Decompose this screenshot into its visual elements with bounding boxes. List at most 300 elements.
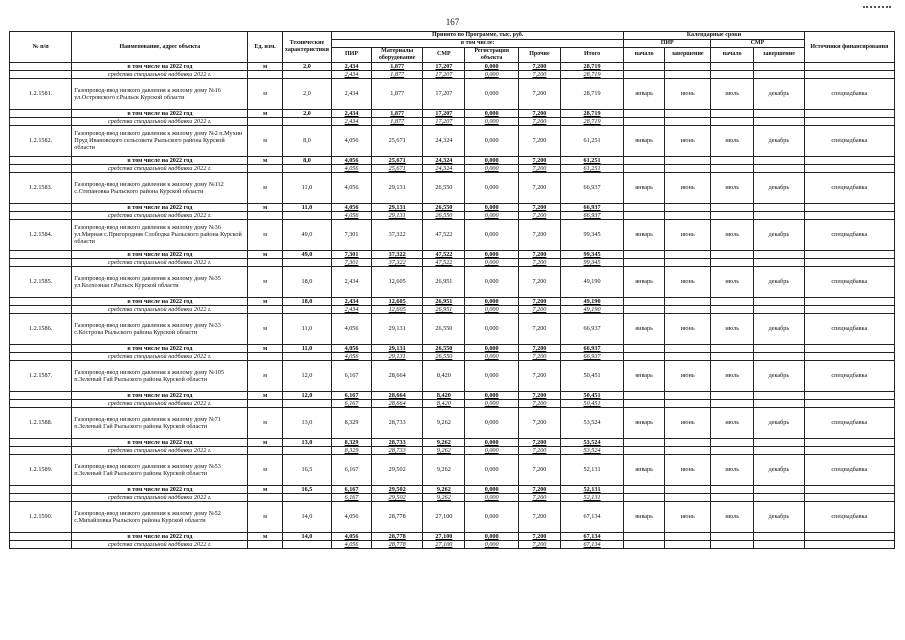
funding-source (804, 540, 894, 548)
materials-value: 28,733 (371, 407, 423, 438)
smr-value: 9,262 (423, 454, 465, 485)
other-value: 7,200 (519, 313, 561, 344)
smr-value: 26,951 (423, 266, 465, 297)
header-accepted: Принято по Программе, тыс. руб. (332, 32, 624, 40)
registration-value: 0,000 (465, 305, 519, 313)
header-num: № п/п (10, 32, 72, 63)
tech-cell: 12,0 (282, 391, 331, 399)
materials-value: 12,605 (371, 305, 423, 313)
smr-end: декабрь (754, 172, 805, 203)
special-funds-row (10, 305, 895, 313)
row-number (10, 493, 72, 501)
total-value: 61,251 (560, 164, 623, 172)
smr-start (711, 540, 754, 548)
smr-value: 24,324 (423, 164, 465, 172)
other-value: 7,200 (519, 250, 561, 258)
other-value: 7,200 (519, 360, 561, 391)
smr-start (711, 391, 754, 399)
other-value: 7,200 (519, 62, 561, 70)
tech-cell: 11,0 (282, 313, 331, 344)
object-name: средства специальной надбавки 2022 г. (72, 211, 248, 219)
smr-end (754, 258, 805, 266)
smr-end: декабрь (754, 266, 805, 297)
smr-value: 17,207 (423, 70, 465, 78)
object-name: средства специальной надбавки 2022 г. (72, 399, 248, 407)
unit-cell: м (248, 219, 282, 250)
total-value: 49,190 (560, 266, 623, 297)
tech-cell (282, 446, 331, 454)
other-value: 7,200 (519, 540, 561, 548)
object-row (10, 125, 895, 156)
smr-value: 8,420 (423, 391, 465, 399)
pir-start (624, 399, 665, 407)
object-name: в том числе на 2022 год (72, 391, 248, 399)
tech-cell (282, 117, 331, 125)
smr-start (711, 438, 754, 446)
tech-cell: 13,0 (282, 407, 331, 438)
funding-source (804, 250, 894, 258)
funding-source (804, 156, 894, 164)
row-number: 1.2.1581. (10, 78, 72, 109)
pir-start (624, 305, 665, 313)
total-value: 67,134 (560, 501, 623, 532)
smr-start (711, 250, 754, 258)
pir-end: июнь (665, 501, 711, 532)
unit-cell: м (248, 438, 282, 446)
pir-value: 7,301 (332, 250, 372, 258)
total-value: 28,719 (560, 70, 623, 78)
smr-value: 26,550 (423, 352, 465, 360)
total-value: 66,937 (560, 344, 623, 352)
row-number (10, 399, 72, 407)
registration-value: 0,000 (465, 250, 519, 258)
pir-start: январь (624, 454, 665, 485)
unit-cell (248, 117, 282, 125)
materials-value: 29,131 (371, 211, 423, 219)
smr-start (711, 352, 754, 360)
pir-end (665, 117, 711, 125)
special-funds-row (10, 211, 895, 219)
total-value: 28,719 (560, 117, 623, 125)
materials-value: 28,664 (371, 391, 423, 399)
registration-value: 0,000 (465, 117, 519, 125)
funding-source: спецнадбавка (804, 125, 894, 156)
tech-cell: 13,0 (282, 438, 331, 446)
row-number: 1.2.1584. (10, 219, 72, 250)
smr-value: 26,550 (423, 211, 465, 219)
unit-cell: м (248, 313, 282, 344)
object-row (10, 454, 895, 485)
smr-end (754, 493, 805, 501)
pir-value: 6,167 (332, 493, 372, 501)
pir-start: январь (624, 360, 665, 391)
smr-end: декабрь (754, 78, 805, 109)
smr-start (711, 164, 754, 172)
other-value: 7,200 (519, 454, 561, 485)
header-smr-start: начало (711, 47, 754, 62)
header-smr: СМР (423, 47, 465, 62)
special-funds-row (10, 70, 895, 78)
other-value: 7,200 (519, 305, 561, 313)
materials-value: 29,131 (371, 313, 423, 344)
total-value: 66,937 (560, 203, 623, 211)
smr-start: июль (711, 172, 754, 203)
pir-end (665, 344, 711, 352)
pir-start (624, 258, 665, 266)
pir-value: 6,167 (332, 454, 372, 485)
funding-source (804, 258, 894, 266)
tech-cell: 8,0 (282, 156, 331, 164)
registration-value: 0,000 (465, 501, 519, 532)
object-name: средства специальной надбавки 2022 г. (72, 305, 248, 313)
pir-value: 2,434 (332, 78, 372, 109)
smr-start (711, 62, 754, 70)
pir-value: 4,056 (332, 164, 372, 172)
row-number: 1.2.1590. (10, 501, 72, 532)
pir-end (665, 540, 711, 548)
object-name: Газопровод-ввод низкого давления к жилому дому №35 ул.Колхозная г.Рыльск Курской области (72, 266, 248, 297)
other-value: 7,200 (519, 70, 561, 78)
pir-end (665, 532, 711, 540)
unit-cell: м (248, 203, 282, 211)
pir-start: январь (624, 407, 665, 438)
smr-start: июль (711, 360, 754, 391)
total-value: 61,251 (560, 125, 623, 156)
materials-value: 28,778 (371, 540, 423, 548)
object-name: в том числе на 2022 год (72, 203, 248, 211)
table-header (10, 32, 895, 63)
table-body (10, 62, 895, 548)
registration-value: 0,000 (465, 540, 519, 548)
smr-value: 26,951 (423, 297, 465, 305)
smr-start (711, 156, 754, 164)
pir-start (624, 203, 665, 211)
special-funds-row (10, 352, 895, 360)
total-value: 28,719 (560, 62, 623, 70)
smr-start (711, 485, 754, 493)
object-name: Газопровод-ввод низкого давления к жилому дому №16 ул.Островского г.Рыльск Курской области (72, 78, 248, 109)
object-row (10, 501, 895, 532)
funding-source (804, 399, 894, 407)
object-name: средства специальной надбавки 2022 г. (72, 258, 248, 266)
materials-value: 37,322 (371, 258, 423, 266)
smr-end: декабрь (754, 219, 805, 250)
row-number: 1.2.1589. (10, 454, 72, 485)
registration-value: 0,000 (465, 203, 519, 211)
pir-end: июнь (665, 454, 711, 485)
tech-cell: 18,0 (282, 266, 331, 297)
row-number (10, 250, 72, 258)
registration-value: 0,000 (465, 164, 519, 172)
object-name: в том числе на 2022 год (72, 109, 248, 117)
smr-start (711, 446, 754, 454)
pir-end (665, 250, 711, 258)
smr-end (754, 540, 805, 548)
pir-end: июнь (665, 219, 711, 250)
smr-value: 47,522 (423, 250, 465, 258)
smr-value: 8,420 (423, 399, 465, 407)
pir-value: 8,329 (332, 407, 372, 438)
smr-value: 9,262 (423, 438, 465, 446)
pir-value: 4,056 (332, 172, 372, 203)
pir-start (624, 446, 665, 454)
smr-value: 9,262 (423, 446, 465, 454)
object-name: в том числе на 2022 год (72, 532, 248, 540)
other-value: 7,200 (519, 109, 561, 117)
smr-value: 17,207 (423, 117, 465, 125)
smr-end: декабрь (754, 501, 805, 532)
tech-cell: 18,0 (282, 297, 331, 305)
pir-end: июнь (665, 266, 711, 297)
smr-end: декабрь (754, 360, 805, 391)
other-value: 7,200 (519, 156, 561, 164)
unit-cell (248, 446, 282, 454)
pir-end (665, 70, 711, 78)
smr-value: 17,207 (423, 78, 465, 109)
tech-cell (282, 211, 331, 219)
smr-end (754, 62, 805, 70)
object-row (10, 360, 895, 391)
row-number (10, 70, 72, 78)
pir-start: январь (624, 78, 665, 109)
total-value: 50,451 (560, 360, 623, 391)
pir-start: январь (624, 172, 665, 203)
funding-source: спецнадбавка (804, 454, 894, 485)
registration-value: 0,000 (465, 344, 519, 352)
smr-value: 26,550 (423, 344, 465, 352)
special-funds-row (10, 164, 895, 172)
materials-value: 1,877 (371, 117, 423, 125)
pir-start (624, 532, 665, 540)
smr-value: 26,550 (423, 172, 465, 203)
pir-start (624, 156, 665, 164)
pir-value: 6,167 (332, 399, 372, 407)
pir-start (624, 70, 665, 78)
object-row (10, 407, 895, 438)
row-number: 1.2.1582. (10, 125, 72, 156)
other-value: 7,200 (519, 501, 561, 532)
total-value: 66,937 (560, 313, 623, 344)
materials-value: 28,664 (371, 360, 423, 391)
materials-value: 28,664 (371, 399, 423, 407)
total-value: 50,451 (560, 391, 623, 399)
smr-end (754, 399, 805, 407)
total-value: 61,251 (560, 156, 623, 164)
materials-value: 1,877 (371, 62, 423, 70)
pir-end: июнь (665, 407, 711, 438)
other-value: 7,200 (519, 532, 561, 540)
special-funds-row (10, 258, 895, 266)
pir-start: январь (624, 501, 665, 532)
smr-value: 9,262 (423, 493, 465, 501)
materials-value: 29,502 (371, 454, 423, 485)
unit-cell: м (248, 297, 282, 305)
pir-value: 8,329 (332, 446, 372, 454)
total-value: 99,345 (560, 258, 623, 266)
smr-value: 47,522 (423, 258, 465, 266)
object-name: в том числе на 2022 год (72, 156, 248, 164)
smr-start: июль (711, 313, 754, 344)
smr-value: 17,207 (423, 62, 465, 70)
tech-cell: 16,5 (282, 485, 331, 493)
materials-value: 28,778 (371, 532, 423, 540)
pir-value: 4,056 (332, 211, 372, 219)
object-row (10, 219, 895, 250)
registration-value: 0,000 (465, 446, 519, 454)
registration-value: 0,000 (465, 485, 519, 493)
smr-value: 8,420 (423, 360, 465, 391)
year-total-row (10, 438, 895, 446)
pir-value: 2,434 (332, 109, 372, 117)
other-value: 7,200 (519, 172, 561, 203)
header-unit: Ед. изм. (248, 32, 282, 63)
row-number (10, 485, 72, 493)
program-table (9, 31, 895, 549)
registration-value: 0,000 (465, 125, 519, 156)
smr-end (754, 485, 805, 493)
unit-cell: м (248, 266, 282, 297)
total-value: 66,937 (560, 211, 623, 219)
funding-source (804, 493, 894, 501)
object-name: средства специальной надбавки 2022 г. (72, 540, 248, 548)
pir-end (665, 62, 711, 70)
row-number (10, 438, 72, 446)
pir-start (624, 540, 665, 548)
object-name: Газопровод-ввод низкого давления к жилому дому №71 п.Зеленый Гай Рыльского района Курской области (72, 407, 248, 438)
other-value: 7,200 (519, 493, 561, 501)
header-tech: Технические характеристики (282, 32, 331, 63)
pir-end (665, 203, 711, 211)
unit-cell (248, 399, 282, 407)
year-total-row (10, 391, 895, 399)
tech-cell: 11,0 (282, 344, 331, 352)
pir-value: 7,301 (332, 258, 372, 266)
tech-cell (282, 399, 331, 407)
unit-cell: м (248, 454, 282, 485)
materials-value: 28,733 (371, 438, 423, 446)
total-value: 50,451 (560, 399, 623, 407)
row-number (10, 352, 72, 360)
unit-cell: м (248, 501, 282, 532)
tech-cell (282, 258, 331, 266)
pir-end: июнь (665, 313, 711, 344)
unit-cell (248, 70, 282, 78)
pir-end (665, 352, 711, 360)
other-value: 7,200 (519, 352, 561, 360)
smr-value: 9,262 (423, 485, 465, 493)
other-value: 7,200 (519, 78, 561, 109)
pir-start (624, 485, 665, 493)
pir-value: 2,434 (332, 305, 372, 313)
pir-value: 4,056 (332, 125, 372, 156)
total-value: 52,131 (560, 493, 623, 501)
pir-start: январь (624, 266, 665, 297)
object-name: в том числе на 2022 год (72, 62, 248, 70)
special-funds-row (10, 540, 895, 548)
smr-start (711, 493, 754, 501)
pir-end: июнь (665, 360, 711, 391)
materials-value: 29,502 (371, 493, 423, 501)
funding-source (804, 211, 894, 219)
object-row (10, 172, 895, 203)
smr-value: 26,550 (423, 203, 465, 211)
pir-end (665, 446, 711, 454)
registration-value: 0,000 (465, 258, 519, 266)
object-name: Газопровод-ввод низкого давления к жилому дому №33 с.Кострова Рыльского района Курской области (72, 313, 248, 344)
other-value: 7,200 (519, 117, 561, 125)
total-value: 53,524 (560, 446, 623, 454)
other-value: 7,200 (519, 211, 561, 219)
smr-end (754, 446, 805, 454)
object-name: в том числе на 2022 год (72, 250, 248, 258)
unit-cell (248, 164, 282, 172)
smr-start (711, 305, 754, 313)
tech-cell (282, 305, 331, 313)
row-number (10, 109, 72, 117)
funding-source (804, 109, 894, 117)
header-pir-start: начало (624, 47, 665, 62)
total-value: 49,190 (560, 297, 623, 305)
tech-cell (282, 70, 331, 78)
tech-cell (282, 540, 331, 548)
pir-value: 4,056 (332, 203, 372, 211)
pir-end: июнь (665, 172, 711, 203)
year-total-row (10, 485, 895, 493)
materials-value: 12,605 (371, 297, 423, 305)
header-total: Итого (560, 47, 623, 62)
pir-end (665, 164, 711, 172)
year-total-row (10, 297, 895, 305)
funding-source: спецнадбавка (804, 407, 894, 438)
object-row (10, 313, 895, 344)
tech-cell: 14,0 (282, 501, 331, 532)
row-number (10, 164, 72, 172)
materials-value: 37,322 (371, 250, 423, 258)
row-number (10, 540, 72, 548)
smr-start: июль (711, 407, 754, 438)
smr-end (754, 391, 805, 399)
unit-cell: м (248, 344, 282, 352)
pir-value: 8,329 (332, 438, 372, 446)
pir-value: 4,056 (332, 313, 372, 344)
tech-cell: 11,0 (282, 203, 331, 211)
smr-end: декабрь (754, 125, 805, 156)
total-value: 52,131 (560, 485, 623, 493)
pir-value: 4,056 (332, 156, 372, 164)
smr-end (754, 438, 805, 446)
pir-end: июнь (665, 78, 711, 109)
pir-value: 2,434 (332, 70, 372, 78)
funding-source (804, 532, 894, 540)
registration-value: 0,000 (465, 493, 519, 501)
smr-end (754, 156, 805, 164)
object-name: Газопровод-ввод низкого давления к жилому дому №53 п.Зеленый Гай Рыльского района Курской области (72, 454, 248, 485)
pir-start (624, 352, 665, 360)
funding-source: спецнадбавка (804, 360, 894, 391)
pir-start (624, 344, 665, 352)
funding-source (804, 391, 894, 399)
registration-value: 0,000 (465, 360, 519, 391)
object-name: Газопровод-ввод низкого давления к жилому дому №105 п.Зеленый Гай Рыльского района Курской области (72, 360, 248, 391)
pir-start (624, 297, 665, 305)
funding-source (804, 352, 894, 360)
header-other: Прочие (519, 47, 561, 62)
other-value: 7,200 (519, 258, 561, 266)
smr-value: 24,324 (423, 156, 465, 164)
header-smr-end: завершение (754, 47, 805, 62)
row-number: 1.2.1587. (10, 360, 72, 391)
header-materials: Материалы оборудование (371, 47, 423, 62)
